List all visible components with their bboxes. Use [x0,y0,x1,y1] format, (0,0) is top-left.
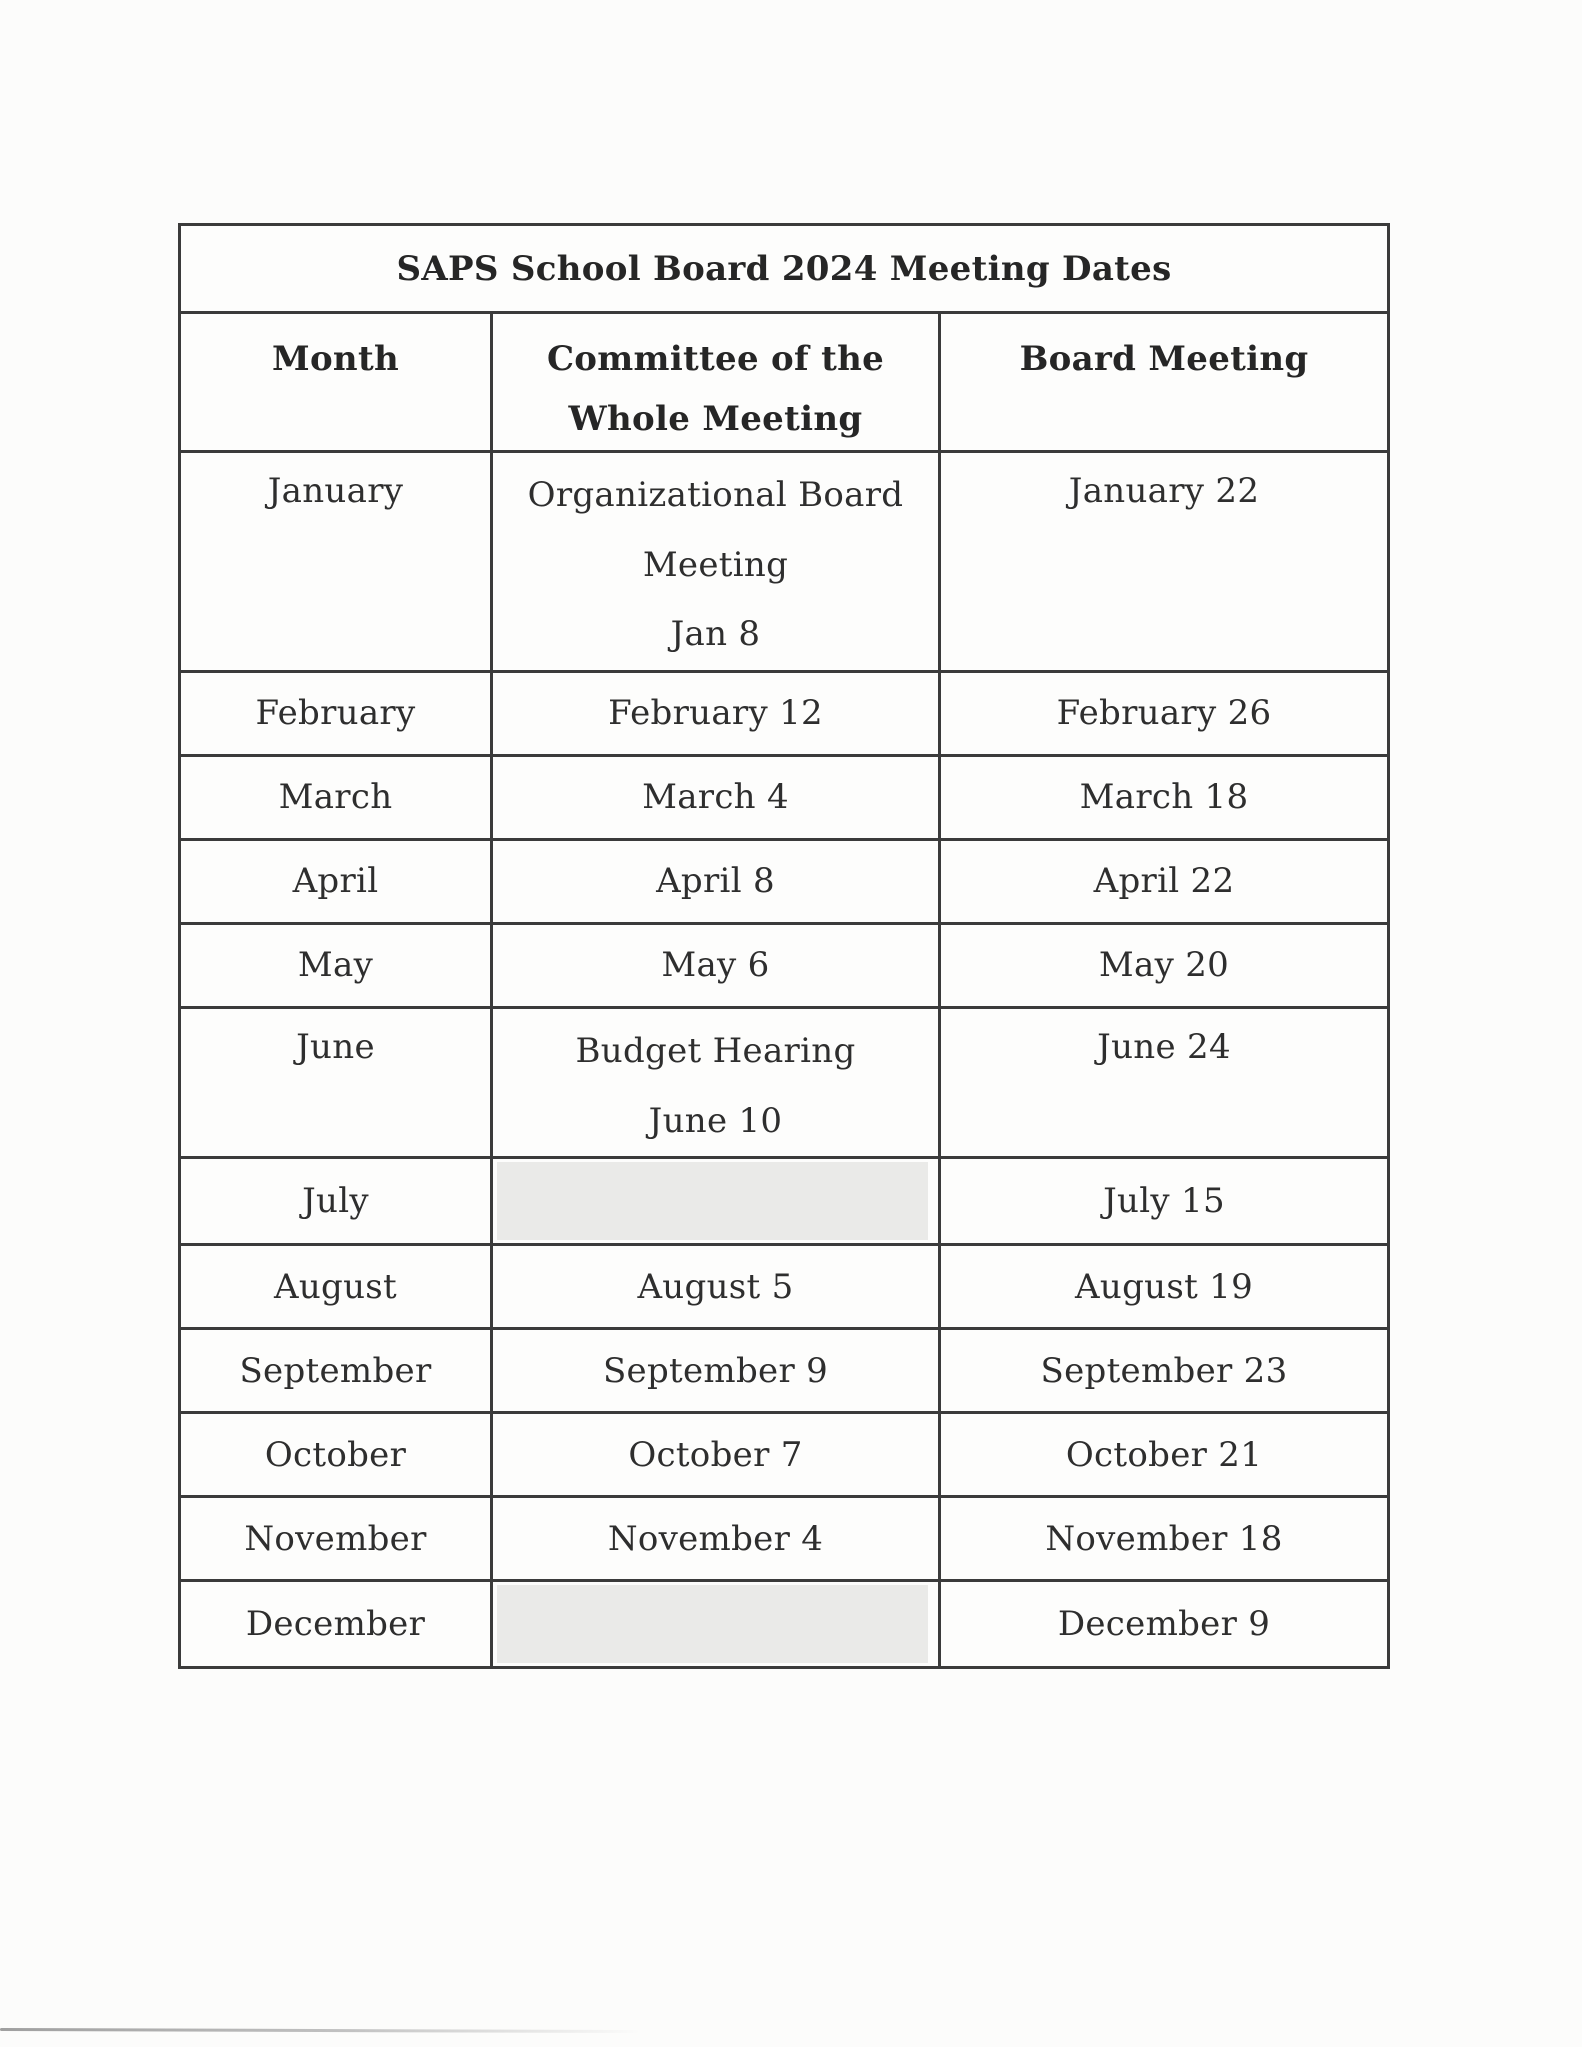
month-cell: February [180,672,492,756]
table-row [180,1245,1389,1329]
committee-cell [492,1008,940,1158]
month-cell: November [180,1497,492,1581]
table-row [180,924,1389,1008]
cell-shading [497,1162,928,1240]
committee-line: April 8 [656,861,775,902]
column-header-line: Whole Meeting [568,398,863,439]
cell-shading [497,1585,928,1663]
committee-cell [492,1497,940,1581]
month-cell: September [180,1329,492,1413]
board-cell: January 22 [940,452,1389,672]
column-header-committee [492,313,940,452]
board-cell: June 24 [940,1008,1389,1158]
table-body [180,452,1389,1668]
table-row [180,1413,1389,1497]
board-cell: March 18 [940,756,1389,840]
header-row [180,313,1389,452]
table-row [180,1497,1389,1581]
table-row [180,756,1389,840]
board-cell: October 21 [940,1413,1389,1497]
meeting-dates-table [178,223,1390,1669]
table-row [180,1158,1389,1245]
column-header-line: Board Meeting [1019,339,1309,379]
committee-cell [492,924,940,1008]
committee-line: November 4 [607,1518,824,1559]
month-cell: July [180,1158,492,1245]
column-header-month [180,313,492,452]
committee-cell [492,1329,940,1413]
committee-line: Meeting [642,544,789,585]
table-row [180,452,1389,672]
board-cell: July 15 [940,1158,1389,1245]
board-cell: December 9 [940,1581,1389,1668]
committee-cell [492,1245,940,1329]
board-cell: May 20 [940,924,1389,1008]
column-header-line: Month [272,339,399,379]
committee-line: March 4 [642,777,789,818]
committee-cell [492,672,940,756]
board-cell: August 19 [940,1245,1389,1329]
title-row [180,225,1389,313]
committee-cell [492,756,940,840]
board-cell: February 26 [940,672,1389,756]
committee-line: Organizational Board [527,475,904,515]
month-cell: January [180,452,492,672]
month-cell: June [180,1008,492,1158]
table-row [180,672,1389,756]
committee-line: Budget Hearing [575,1031,856,1072]
column-header-board [940,313,1389,452]
committee-line: September 9 [602,1350,829,1391]
committee-cell [492,840,940,924]
table-row [180,1329,1389,1413]
month-cell: October [180,1413,492,1497]
table-row [180,1008,1389,1158]
month-cell: May [180,924,492,1008]
committee-line: May 6 [661,945,770,986]
board-cell: September 23 [940,1329,1389,1413]
column-header-line: Committee of the [546,339,885,379]
committee-line: August 5 [637,1266,794,1307]
table-row [180,1581,1389,1668]
month-cell: August [180,1245,492,1329]
committee-cell [492,1413,940,1497]
committee-line: Jan 8 [670,614,761,655]
committee-cell [492,452,940,672]
month-cell: April [180,840,492,924]
committee-line: June 10 [648,1100,783,1141]
committee-line: February 12 [608,693,823,734]
table-title: SAPS School Board 2024 Meeting Dates [180,225,1389,313]
scan-artifact-line [0,2028,640,2033]
month-cell: December [180,1581,492,1668]
board-cell: November 18 [940,1497,1389,1581]
committee-line: October 7 [628,1434,803,1475]
table-row [180,840,1389,924]
month-cell: March [180,756,492,840]
committee-cell [492,1581,940,1668]
committee-cell [492,1158,940,1245]
board-cell: April 22 [940,840,1389,924]
